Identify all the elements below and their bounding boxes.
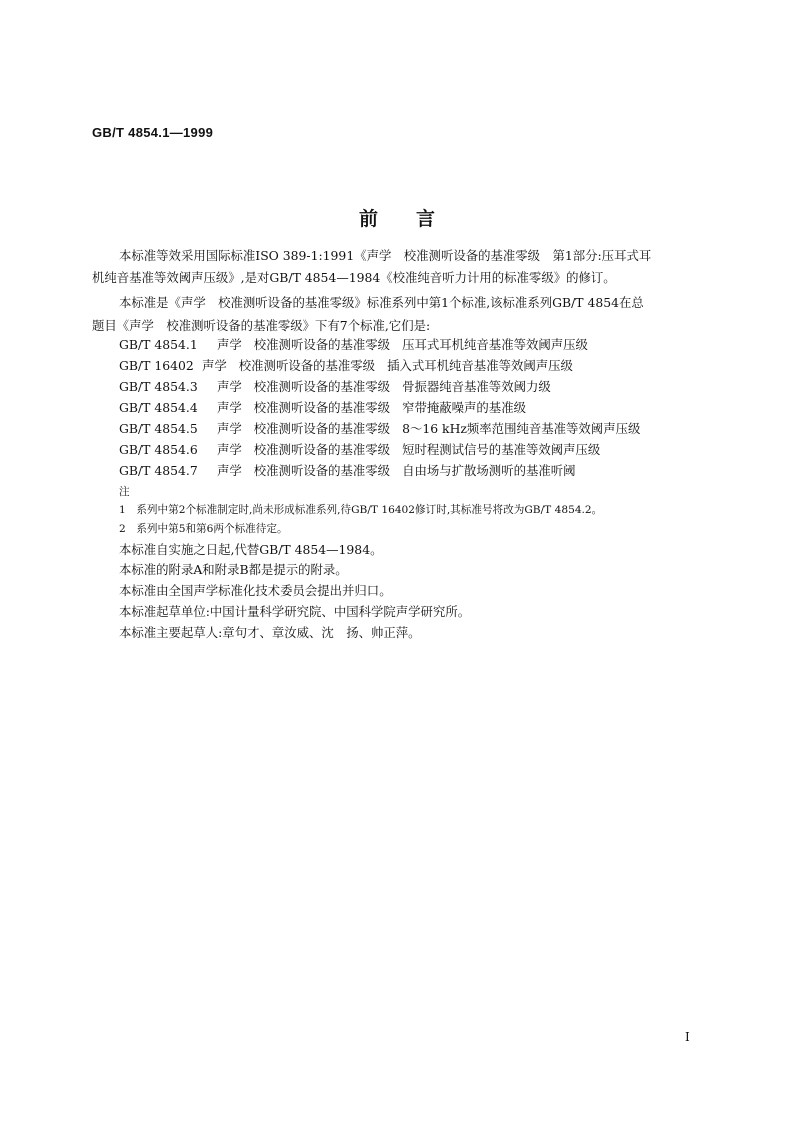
standard-category: 声学: [202, 358, 227, 373]
standard-category: 声学: [217, 421, 242, 436]
standard-series: 校准测听设备的基准零级: [253, 337, 391, 352]
standard-category: 声学: [217, 442, 242, 457]
standard-series: 校准测听设备的基准零级: [253, 421, 391, 436]
standard-subject: 8～16 kHz频率范围纯音基准等效阈声压级: [402, 421, 641, 436]
standard-series: 校准测听设备的基准零级: [238, 358, 376, 373]
closing-line-1: 本标准自实施之日起,代替GB/T 4854—1984。: [119, 542, 383, 557]
standard-series: 校准测听设备的基准零级: [253, 463, 391, 478]
note-item-2: 2 系列中第5和第6两个标准待定。: [119, 523, 288, 535]
standard-code: GB/T 4854.7: [119, 463, 198, 478]
note-label: 注: [119, 486, 130, 498]
standard-list-item: [119, 400, 526, 416]
standard-code: GB/T 4854.6: [119, 442, 198, 457]
paragraph-1-line-1: 本标准等效采用国际标准ISO 389-1:1991《声学 校准测听设备的基准零级 第1部分:压耳式耳: [119, 248, 652, 263]
standard-series: 校准测听设备的基准零级: [253, 400, 391, 415]
standard-category: 声学: [217, 337, 242, 352]
standard-list-item: [119, 358, 573, 374]
paragraph-2-line-1: 本标准是《声学 校准测听设备的基准零级》标准系列中第1个标准,该标准系列GB/T 4854在总: [119, 295, 644, 310]
standard-list-item: [119, 337, 588, 353]
standard-code: GB/T 16402: [119, 358, 194, 373]
standard-list-item: [119, 379, 551, 395]
standard-series: 校准测听设备的基准零级: [253, 379, 391, 394]
standard-code: GB/T 4854.1: [119, 337, 198, 352]
standard-subject: 插入式耳机纯音基准等效阈声压级: [387, 358, 573, 373]
closing-line-3: 本标准由全国声学标准化技术委员会提出并归口。: [119, 583, 392, 598]
closing-line-2: 本标准的附录A和附录B都是提示的附录。: [119, 562, 348, 577]
closing-line-4: 本标准起草单位:中国计量科学研究院、中国科学院声学研究所。: [119, 604, 471, 619]
document-code: GB/T 4854.1—1999: [92, 125, 214, 140]
standard-category: 声学: [217, 379, 242, 394]
standard-code: GB/T 4854.4: [119, 400, 198, 415]
note-item-1: 1 系列中第2个标准制定时,尚未形成标准系列,待GB/T 16402修订时,其标准号将改为GB/T 4854.2。: [119, 504, 603, 516]
standard-category: 声学: [217, 463, 242, 478]
standard-list-item: [119, 442, 600, 458]
standard-code: GB/T 4854.3: [119, 379, 198, 394]
page-title: 前言: [358, 208, 473, 230]
page-number: I: [685, 1030, 690, 1044]
paragraph-1-line-2: 机纯音基准等效阈声压级》,是对GB/T 4854—1984《校准纯音听力计用的标准零级》的修订。: [92, 270, 616, 285]
standard-subject: 窄带掩蔽噪声的基准级: [402, 400, 526, 415]
standard-series: 校准测听设备的基准零级: [253, 442, 391, 457]
paragraph-2-line-2: 题目《声学 校准测听设备的基准零级》下有7个标准,它们是:: [92, 318, 431, 333]
standard-subject: 骨振器纯音基准等效阈力级: [402, 379, 551, 394]
standard-code: GB/T 4854.5: [119, 421, 198, 436]
standard-category: 声学: [217, 400, 242, 415]
standard-list-item: [119, 421, 640, 437]
standard-subject: 压耳式耳机纯音基准等效阈声压级: [402, 337, 588, 352]
standard-list-item: [119, 463, 576, 479]
standard-subject: 自由场与扩散场测听的基准听阈: [402, 463, 576, 478]
closing-line-5: 本标准主要起草人:章句才、章汝威、沈 扬、帅正萍。: [119, 625, 421, 640]
standard-subject: 短时程测试信号的基准等效阈声压级: [402, 442, 601, 457]
